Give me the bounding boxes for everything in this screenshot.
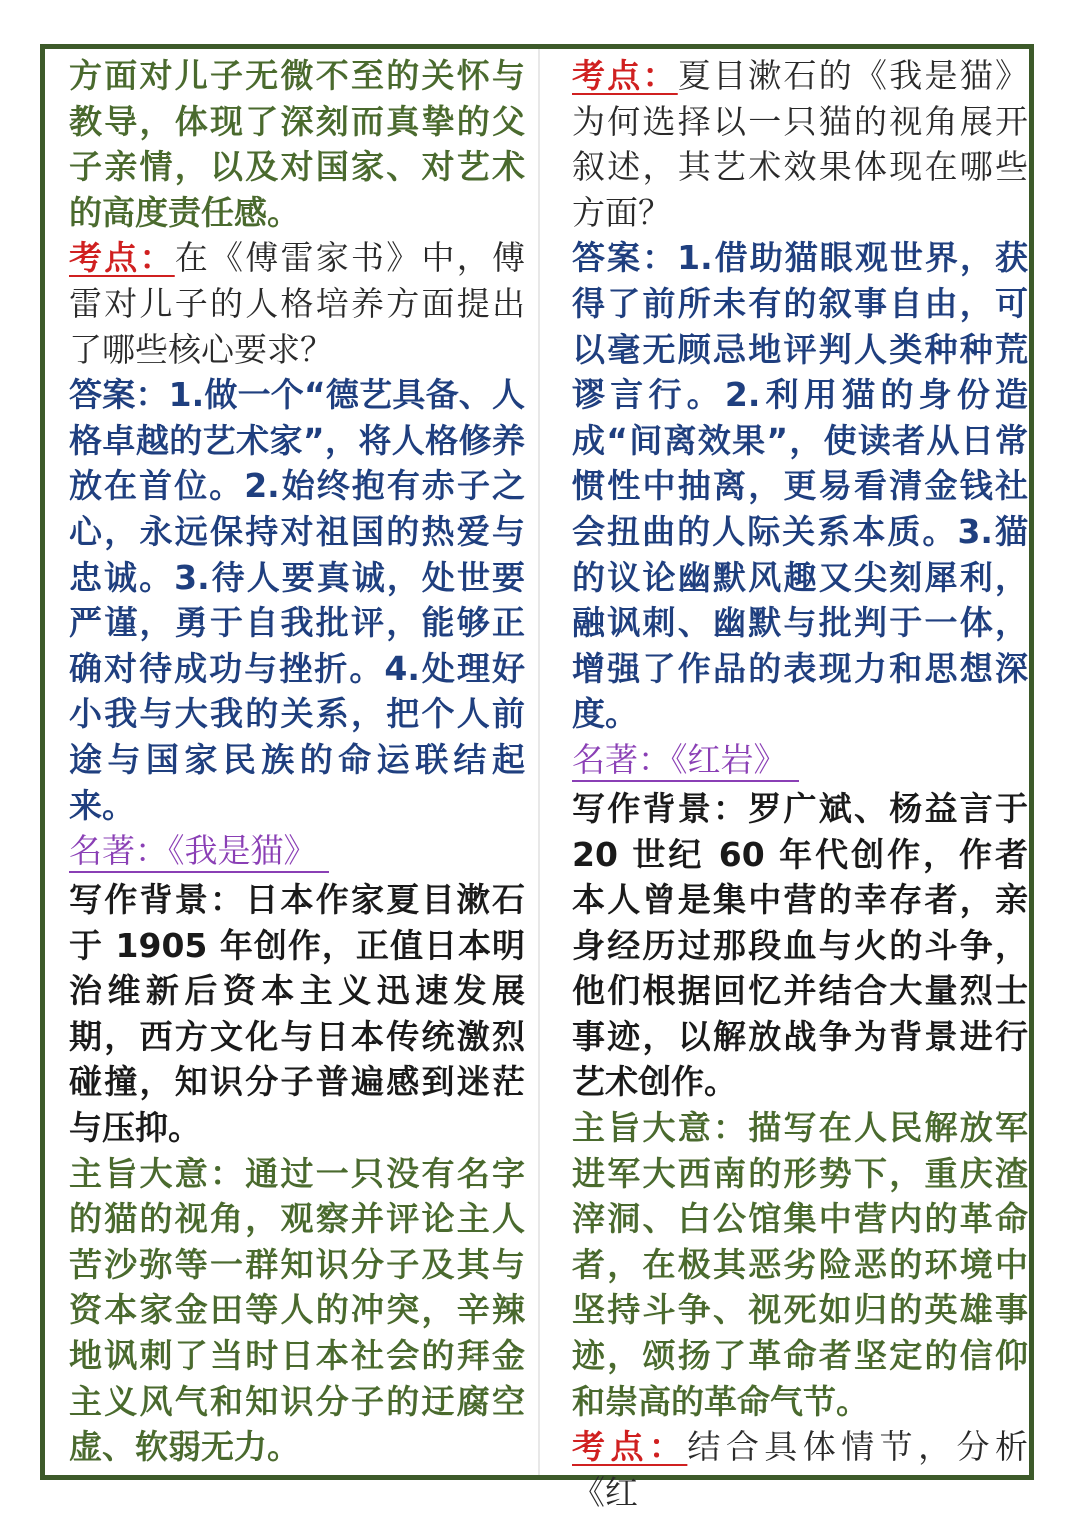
intro-paragraph: 方面对儿子无微不至的关怀与教导，体现了深刻而真挚的父子亲情，以及对国家、对艺术的高度责任感。 — [69, 56, 525, 232]
background-paragraph — [69, 877, 525, 1151]
column-divider — [538, 49, 540, 1475]
background-text: 日本作家夏目漱石于 1905 年创作，正值日本明治维新后资本主义迅速发展期，西方文化与日本传统激烈碰撞，知识分子普遍感到迷茫与压抑。 — [69, 880, 525, 1148]
question-text: 在《傅雷家书》中，傅雷对儿子的人格培养方面提出了哪些核心要求？ — [69, 238, 525, 369]
book-title: 名著：《红岩》 — [572, 740, 799, 782]
right-column — [572, 53, 1028, 1515]
exam-point-question-2 — [572, 1424, 1028, 1515]
book-title: 名著：《我是猫》 — [69, 831, 329, 873]
exam-point-question — [572, 53, 1028, 235]
theme-label: 主旨大意： — [572, 1108, 749, 1148]
exam-point-label: 考点： — [69, 238, 175, 278]
answer-text: 1.借助猫眼观世界，获得了前所未有的叙事自由，可以毫无顾忌地评判人类种种荒谬言行。2.利用猫的身份造成“间离效果”，使读者从日常惯性中抽离，更易看清金钱社会扭曲的人际关系本质。3.猫的议论幽默风趣又尖刻犀利，融讽刺、幽默与批判于一体，增强了作品的表现力和思想深度。 — [572, 238, 1028, 734]
theme-label: 主旨大意： — [69, 1153, 246, 1193]
theme-text: 通过一只没有名字的猫的视角，观察并评论主人苦沙弥等一群知识分子及其与资本家金田等人的冲突，辛辣地讽刺了当时日本社会的拜金主义风气和知识分子的迂腐空虚、软弱无力。 — [69, 1153, 525, 1467]
answer-paragraph — [572, 235, 1028, 737]
theme-paragraph — [69, 1151, 525, 1470]
answer-text: 1.做一个“德艺具备、人格卓越的艺术家”，将人格修养放在首位。2.始终抱有赤子之心，永远保持对祖国的热爱与忠诚。3.待人要真诚，处世要严谨，勇于自我批评，能够正确对待成功与挫折。4.处理好小我与大我的关系，把个人前途与国家民族的命运联结起来。 — [69, 375, 526, 825]
theme-text: 描写在人民解放军进军大西南的形势下，重庆渣滓洞、白公馆集中营内的革命者，在极其恶劣险恶的环境中坚持斗争、视死如归的英雄事迹，颂扬了革命者坚定的信仰和崇高的革命气节。 — [572, 1108, 1028, 1421]
answer-label: 答案： — [69, 375, 169, 415]
background-label: 写作背景： — [572, 788, 749, 828]
theme-paragraph — [572, 1105, 1028, 1424]
background-paragraph — [572, 786, 1028, 1105]
book-heading — [69, 828, 525, 877]
exam-point-label: 考点： — [572, 56, 678, 95]
question-text: 结合具体情节，分析《红 — [572, 1427, 1029, 1512]
book-heading — [572, 737, 1028, 786]
left-column — [69, 53, 525, 1470]
background-label: 写作背景： — [69, 880, 246, 920]
exam-point-label: 考点： — [572, 1427, 688, 1467]
background-text: 罗广斌、杨益言于 20 世纪 60 年代创作，作者本人曾是集中营的幸存者，亲身经历过那段血与火的斗争，他们根据回忆并结合大量烈士事迹，以解放战争为背景进行艺术创作。 — [572, 788, 1028, 1102]
answer-paragraph — [69, 372, 525, 828]
answer-label: 答案： — [572, 238, 678, 278]
question-text: 夏目漱石的《我是猫》为何选择以一只猫的视角展开叙述，其艺术效果体现在哪些方面？ — [572, 56, 1028, 232]
exam-point-question — [69, 235, 525, 372]
